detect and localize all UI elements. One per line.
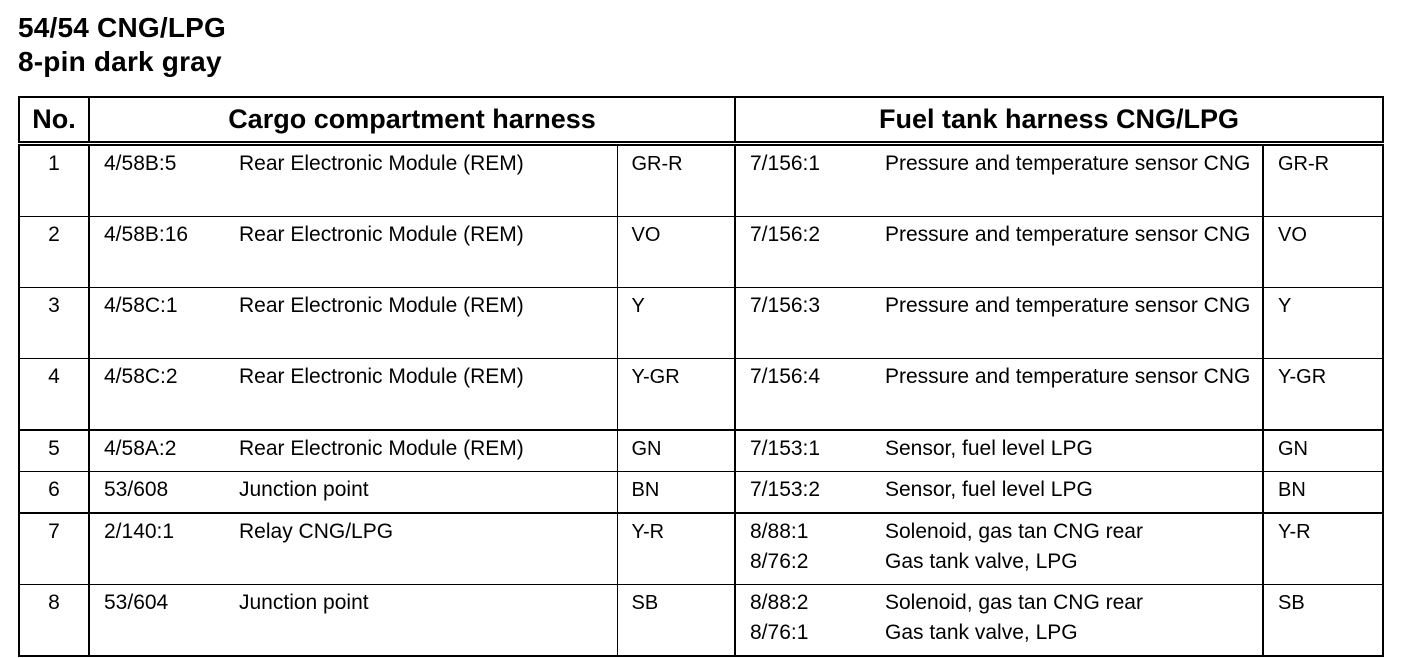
fuel-description: Solenoid, gas tan CNG rear xyxy=(885,591,1143,614)
cargo-wire-color: SB xyxy=(617,585,735,657)
cargo-pin: 4/58C:1 xyxy=(89,288,231,359)
cargo-description: Rear Electronic Module (REM) xyxy=(231,217,617,288)
cargo-pin: 53/608 xyxy=(89,472,231,514)
fuel-description-cell xyxy=(877,513,1263,585)
cargo-wire-color: GN xyxy=(617,430,735,472)
cargo-description: Rear Electronic Module (REM) xyxy=(231,288,617,359)
pin-number: 3 xyxy=(19,288,89,359)
cargo-description: Rear Electronic Module (REM) xyxy=(231,144,617,217)
cargo-wire-color: GR-R xyxy=(617,144,735,217)
fuel-wire-color: GN xyxy=(1263,430,1383,472)
cargo-pin: 4/58C:2 xyxy=(89,359,231,431)
cargo-description: Rear Electronic Module (REM) xyxy=(231,359,617,431)
fuel-description-cell xyxy=(877,585,1263,657)
fuel-wire-color: Y-GR xyxy=(1263,359,1383,431)
cargo-wire-color: Y-GR xyxy=(617,359,735,431)
fuel-wire-color: BN xyxy=(1263,472,1383,514)
fuel-pin: 7/156:4 xyxy=(735,359,877,431)
pin-number: 7 xyxy=(19,513,89,585)
fuel-description: Pressure and temperature sensor CNG xyxy=(877,359,1263,431)
fuel-description: Sensor, fuel level LPG xyxy=(877,430,1263,472)
fuel-pin-cell xyxy=(735,513,877,585)
fuel-pin: 8/76:2 xyxy=(750,550,809,573)
fuel-description: Gas tank valve, LPG xyxy=(885,621,1078,644)
cargo-wire-color: BN xyxy=(617,472,735,514)
fuel-pin: 8/88:1 xyxy=(750,520,809,543)
fuel-description: Gas tank valve, LPG xyxy=(885,550,1078,573)
pin-number: 8 xyxy=(19,585,89,657)
fuel-pin-cell xyxy=(735,585,877,657)
fuel-wire-color: GR-R xyxy=(1263,144,1383,217)
fuel-pin: 7/156:2 xyxy=(735,217,877,288)
cargo-pin: 53/604 xyxy=(89,585,231,657)
cargo-wire-color: VO xyxy=(617,217,735,288)
fuel-description: Pressure and temperature sensor CNG xyxy=(877,288,1263,359)
table-row xyxy=(19,513,1383,585)
fuel-pin: 8/76:1 xyxy=(750,621,809,644)
fuel-wire-color: Y-R xyxy=(1263,513,1383,585)
fuel-description: Sensor, fuel level LPG xyxy=(877,472,1263,514)
page-subtitle: 8-pin dark gray xyxy=(18,46,222,77)
table-row xyxy=(19,288,1383,359)
cargo-pin: 4/58A:2 xyxy=(89,430,231,472)
fuel-pin: 7/153:1 xyxy=(735,430,877,472)
fuel-pin: 8/88:2 xyxy=(750,591,809,614)
pin-number: 5 xyxy=(19,430,89,472)
header-no: No. xyxy=(19,97,89,144)
page-title: 54/54 CNG/LPG xyxy=(18,12,227,43)
table-row xyxy=(19,430,1383,472)
table-row xyxy=(19,585,1383,657)
pin-number: 1 xyxy=(19,144,89,217)
fuel-wire-color: Y xyxy=(1263,288,1383,359)
pin-number: 2 xyxy=(19,217,89,288)
fuel-pin: 7/153:2 xyxy=(735,472,877,514)
cargo-pin: 4/58B:5 xyxy=(89,144,231,217)
cargo-description: Relay CNG/LPG xyxy=(231,513,617,585)
cargo-description: Rear Electronic Module (REM) xyxy=(231,430,617,472)
header-cargo: Cargo compartment harness xyxy=(89,97,735,144)
pin-number: 4 xyxy=(19,359,89,431)
pin-number: 6 xyxy=(19,472,89,514)
fuel-wire-color: VO xyxy=(1263,217,1383,288)
fuel-description: Pressure and temperature sensor CNG xyxy=(877,217,1263,288)
table-row xyxy=(19,217,1383,288)
table-row xyxy=(19,144,1383,217)
header-fuel: Fuel tank harness CNG/LPG xyxy=(735,97,1383,144)
fuel-pin: 7/156:1 xyxy=(735,144,877,217)
cargo-description: Junction point xyxy=(231,585,617,657)
cargo-pin: 2/140:1 xyxy=(89,513,231,585)
table-row xyxy=(19,359,1383,431)
cargo-wire-color: Y xyxy=(617,288,735,359)
cargo-wire-color: Y-R xyxy=(617,513,735,585)
table-row xyxy=(19,472,1383,514)
cargo-description: Junction point xyxy=(231,472,617,514)
fuel-pin: 7/156:3 xyxy=(735,288,877,359)
fuel-wire-color: SB xyxy=(1263,585,1383,657)
title-block xyxy=(18,10,226,78)
fuel-description: Pressure and temperature sensor CNG xyxy=(877,144,1263,217)
fuel-description: Solenoid, gas tan CNG rear xyxy=(885,520,1143,543)
connector-table xyxy=(18,96,1384,657)
table-header-row xyxy=(19,97,1383,144)
cargo-pin: 4/58B:16 xyxy=(89,217,231,288)
